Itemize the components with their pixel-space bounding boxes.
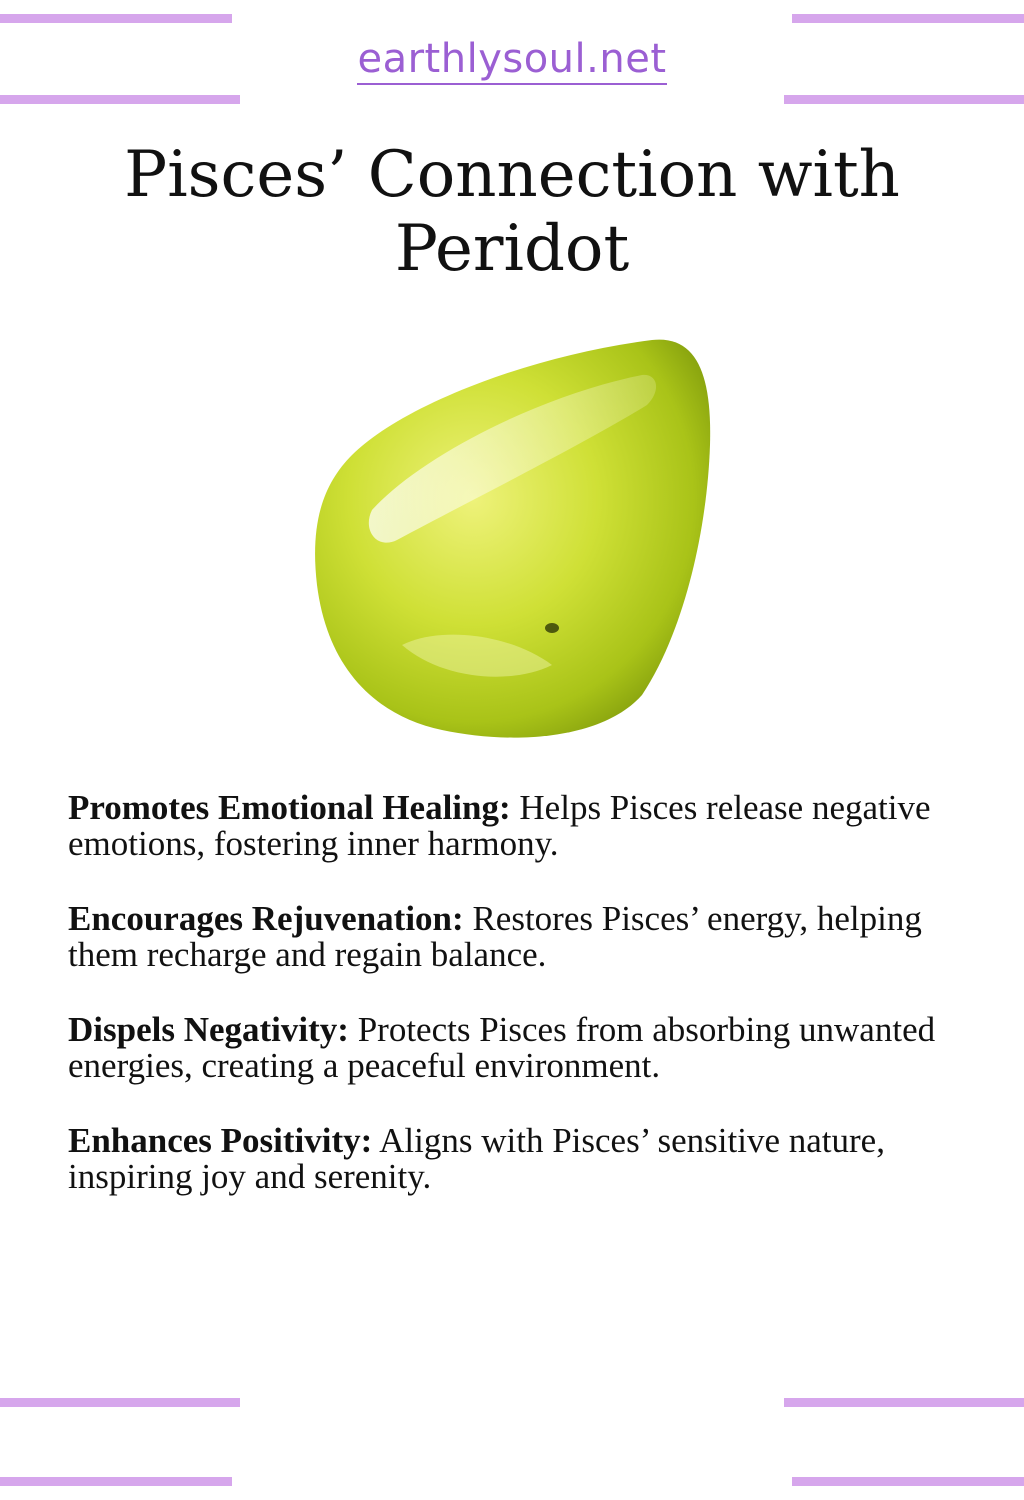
benefit-item	[68, 1012, 968, 1084]
logo-text: earthlysoul.net	[357, 36, 666, 85]
decor-bar-bottom-left-upper	[0, 1398, 240, 1407]
benefit-text: Restores Pisces’ energy, helping them recharge and regain balance.	[68, 899, 922, 974]
site-logo[interactable]	[0, 36, 1024, 82]
benefit-item	[68, 1123, 968, 1195]
benefit-text: Protects Pisces from absorbing unwanted energies, creating a peaceful environment.	[68, 1010, 936, 1085]
decor-bar-bottom-right-upper	[784, 1398, 1024, 1407]
benefit-item	[68, 790, 968, 862]
decor-bar-top-left	[0, 14, 232, 23]
benefit-heading: Encourages Rejuvenation:	[68, 899, 464, 938]
benefit-heading: Dispels Negativity:	[68, 1010, 349, 1049]
benefit-heading: Promotes Emotional Healing:	[68, 788, 511, 827]
decor-bar-top-right-lower	[784, 95, 1024, 104]
decor-bar-bottom-left	[0, 1477, 232, 1486]
benefits-list	[68, 790, 968, 1234]
decor-bar-bottom-right	[792, 1477, 1024, 1486]
decor-bar-top-right	[792, 14, 1024, 23]
benefit-text: Helps Pisces release negative emotions, fostering inner harmony.	[68, 788, 931, 863]
decor-bar-top-left-lower	[0, 95, 240, 104]
benefit-item	[68, 901, 968, 973]
benefit-text: Aligns with Pisces’ sensitive nature, inspiring joy and serenity.	[68, 1121, 885, 1196]
peridot-stone-icon	[312, 335, 718, 745]
page-title: Pisces’ Connection with Peridot	[124, 138, 900, 286]
benefit-heading: Enhances Positivity:	[68, 1121, 373, 1160]
